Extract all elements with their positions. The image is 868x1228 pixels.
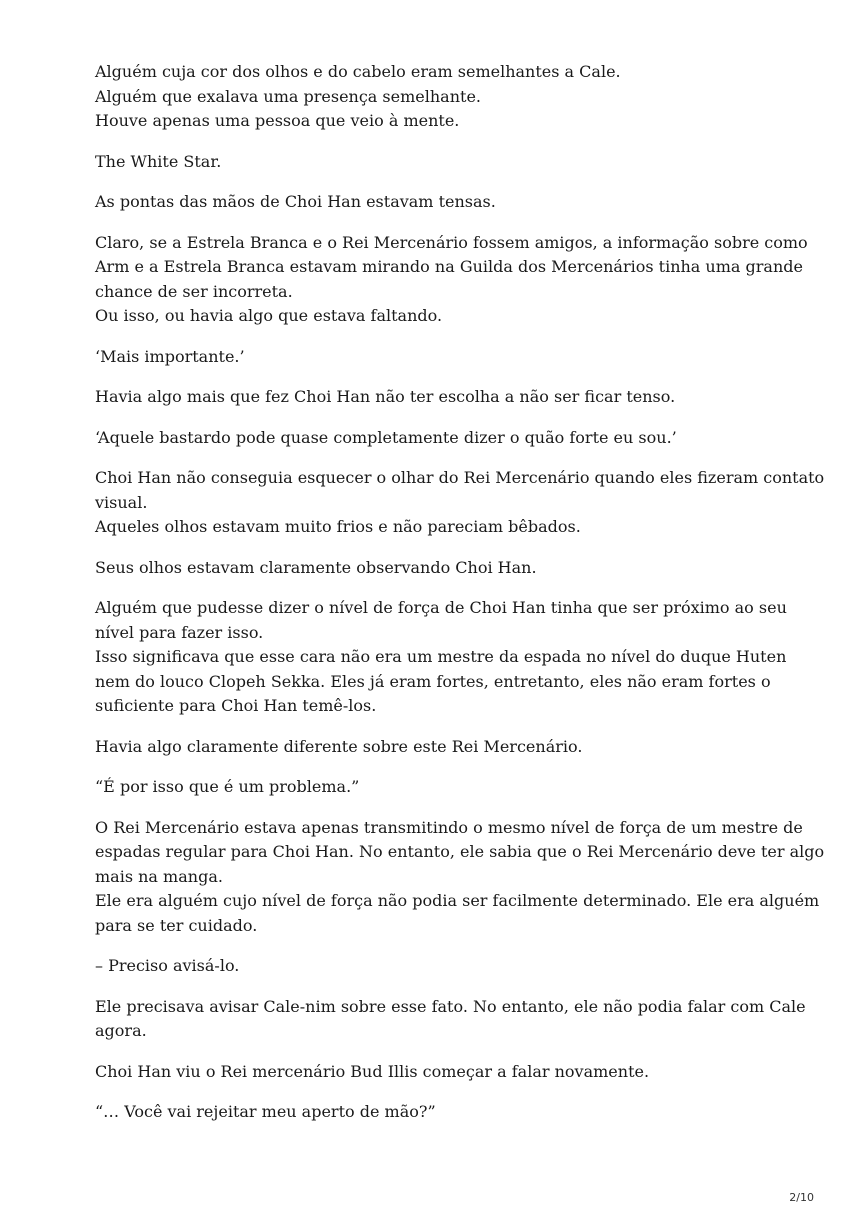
paragraph (95, 231, 808, 329)
document-body (95, 60, 825, 1141)
paragraph (95, 345, 795, 370)
paragraph (95, 556, 795, 581)
text-line: ‘Mais importante.’ (95, 346, 245, 366)
text-line: Choi Han viu o Rei mercenário Bud Illis começar a falar novamente. (95, 1061, 650, 1081)
page-number: 2/10 (789, 1191, 814, 1204)
text-line: nem do louco Clopeh Sekka. Eles já eram fortes, entretanto, eles não eram fortes o (95, 671, 771, 691)
text-line: Alguém cuja cor dos olhos e do cabelo eram semelhantes a Cale. (95, 62, 621, 81)
text-line: Claro, se a Estrela Branca e o Rei Mercenário fossem amigos, a informação sobre como (95, 232, 808, 252)
text-line: nível para fazer isso. (95, 622, 264, 642)
paragraph (95, 735, 795, 760)
paragraph (95, 60, 795, 134)
text-line: Alguém que exalava uma presença semelhante. (95, 86, 481, 106)
paragraph (95, 466, 825, 540)
paragraph (95, 426, 795, 451)
text-line: O Rei Mercenário estava apenas transmitindo o mesmo nível de força de um mestre de (95, 817, 803, 837)
text-line: espadas regular para Choi Han. No entanto, ele sabia que o Rei Mercenário deve ter algo (95, 842, 825, 861)
text-line: As pontas das mãos de Choi Han estavam tensas. (95, 192, 496, 211)
text-line: Havia algo claramente diferente sobre este Rei Mercenário. (95, 736, 583, 756)
text-line: Havia algo mais que fez Choi Han não ter escolha a não ser ficar tenso. (95, 387, 676, 406)
paragraph (95, 954, 795, 979)
paragraph (95, 190, 795, 215)
text-line: Seus olhos estavam claramente observando Choi Han. (95, 557, 537, 577)
text-line: mais na manga. (95, 866, 223, 886)
text-line: Ele precisava avisar Cale-nim sobre esse fato. No entanto, ele não podia falar com Cale (95, 996, 806, 1016)
text-line: para se ter cuidado. (95, 915, 258, 935)
text-line: agora. (95, 1021, 147, 1040)
text-line: Aqueles olhos estavam muito frios e não pareciam bêbados. (95, 517, 581, 536)
text-line: Choi Han não conseguia esquecer o olhar do Rei Mercenário quando eles fizeram contato (95, 468, 825, 487)
paragraph (95, 150, 795, 175)
text-line: Arm e a Estrela Branca estavam mirando na Guilda dos Mercenários tinha uma grande (95, 257, 803, 276)
text-line: “É por isso que é um problema.” (95, 777, 360, 796)
paragraph (95, 596, 795, 719)
paragraph (95, 1060, 795, 1085)
paragraph (95, 775, 795, 800)
paragraph (95, 385, 795, 410)
text-line: suficiente para Choi Han temê-los. (95, 696, 377, 715)
text-line: Alguém que pudesse dizer o nível de força de Choi Han tinha que ser próximo ao seu (95, 598, 787, 617)
text-line: “… Você vai rejeitar meu aperto de mão?” (95, 1102, 436, 1121)
text-line: chance de ser incorreta. (95, 281, 293, 301)
paragraph (95, 816, 825, 939)
text-line: Isso significava que esse cara não era um mestre da espada no nível do duque Huten (95, 647, 787, 666)
paragraph (95, 995, 806, 1044)
text-line: ‘Aquele bastardo pode quase completamente dizer o quão forte eu sou.’ (95, 427, 677, 447)
text-line: Ele era alguém cujo nível de força não podia ser facilmente determinado. Ele era alguém (95, 891, 820, 910)
text-line: The White Star. (95, 151, 222, 171)
text-line: – Preciso avisá-lo. (95, 956, 240, 975)
paragraph (95, 1100, 795, 1125)
text-line: visual. (95, 492, 148, 512)
text-line: Ou isso, ou havia algo que estava faltando. (95, 306, 443, 325)
text-line: Houve apenas uma pessoa que veio à mente. (95, 111, 460, 130)
